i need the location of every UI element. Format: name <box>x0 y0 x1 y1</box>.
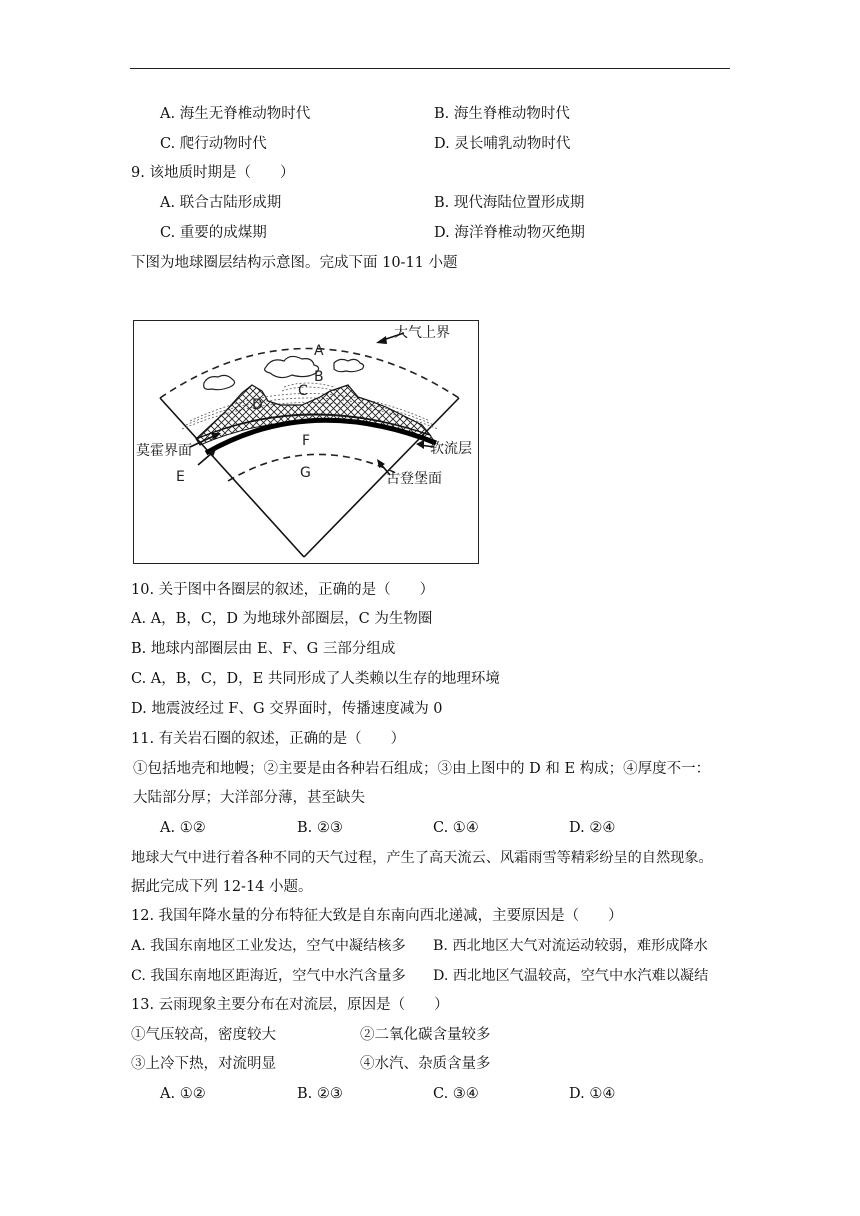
q9-option-b: B. 现代海陆位置形成期 <box>434 195 585 211</box>
q10-option-a: A. A，B，C，D 为地球外部圈层，C 为生物圈 <box>131 611 433 627</box>
intro-10-11: 下图为地球圈层结构示意图。完成下面 10-11 小题 <box>131 255 458 271</box>
label-asthenosphere: 软流层 <box>430 441 472 457</box>
label-moho: 莫霍界面 <box>136 443 192 459</box>
q13-option-c: C. ③④ <box>433 1086 479 1102</box>
q11-option-b: B. ②③ <box>297 820 343 836</box>
q10-stem: 10. 关于图中各圈层的叙述，正确的是（ ） <box>131 582 435 598</box>
q12-stem: 12. 我国年降水量的分布特征大致是自东南向西北递减，主要原因是（ ） <box>131 908 623 924</box>
q13-statement-3: ③上冷下热，对流明显 <box>131 1056 276 1072</box>
q10-option-d: D. 地震波经过 F、G 交界面时，传播速度减为 0 <box>131 701 443 717</box>
letter-e: E <box>176 469 185 485</box>
gutenberg-arc <box>228 454 400 481</box>
q9-option-d: D. 海洋脊椎动物灭绝期 <box>434 225 585 241</box>
q12-option-a: A. 我国东南地区工业发达，空气中凝结核多 <box>131 938 406 954</box>
q11-statement-line1: ①包括地壳和地幔；②主要是由各种岩石组成；③由上图中的 D 和 E 构成；④厚度不一： <box>133 761 711 777</box>
q13-statement-1: ①气压较高，密度较大 <box>131 1027 276 1043</box>
q11-stem: 11. 有关岩石圈的叙述，正确的是（ ） <box>131 731 406 747</box>
letter-f: F <box>302 433 311 449</box>
letter-c: C <box>298 383 308 399</box>
letter-a: A <box>314 343 324 359</box>
q9-option-c: C. 重要的成煤期 <box>160 225 267 241</box>
q9-option-a: A. 联合古陆形成期 <box>160 195 282 211</box>
label-atmosphere-top: 大气上界 <box>394 325 450 341</box>
q10-option-c: C. A，B，C，D，E 共同形成了人类赖以生存的地理环境 <box>131 671 500 687</box>
letter-g: G <box>300 465 311 481</box>
intro-12-14-line2: 据此完成下列 12-14 小题。 <box>131 879 313 895</box>
q13-statement-2: ②二氧化碳含量较多 <box>360 1027 491 1043</box>
label-gutenberg: 古登堡面 <box>386 471 442 487</box>
q8-option-a: A. 海生无脊椎动物时代 <box>160 106 311 122</box>
q12-option-b: B. 西北地区大气对流运动较弱，难形成降水 <box>433 938 708 954</box>
q12-option-d: D. 西北地区气温较高，空气中水汽难以凝结 <box>433 968 709 984</box>
cloud-2 <box>334 359 364 371</box>
letter-d: D <box>252 397 263 413</box>
q11-option-a: A. ①② <box>160 820 206 836</box>
q9-stem: 9. 该地质时期是（ ） <box>131 165 295 181</box>
q11-option-d: D. ②④ <box>569 820 616 836</box>
intro-12-14-line1: 地球大气中进行着各种不同的天气过程，产生了高天流云、风霜雨雪等精彩纷呈的自然现象。 <box>131 850 713 866</box>
q11-statement-line2: 大陆部分厚；大洋部分薄，甚至缺失 <box>133 790 365 806</box>
header-rule <box>130 68 730 69</box>
q13-option-a: A. ①② <box>160 1086 206 1102</box>
earth-spheres-diagram <box>133 320 479 564</box>
q10-option-b: B. 地球内部圈层由 E、F、G 三部分组成 <box>131 641 396 657</box>
cloud-3 <box>204 375 235 389</box>
q13-option-b: B. ②③ <box>297 1086 343 1102</box>
q11-option-c: C. ①④ <box>433 820 479 836</box>
cloud-1 <box>265 356 319 377</box>
q13-option-d: D. ①④ <box>569 1086 616 1102</box>
q8-option-b: B. 海生脊椎动物时代 <box>434 106 570 122</box>
q12-option-c: C. 我国东南地区距海近，空气中水汽含量多 <box>131 968 406 984</box>
q13-stem: 13. 云雨现象主要分布在对流层，原因是（ ） <box>131 997 449 1013</box>
letter-b: B <box>314 369 324 385</box>
q8-option-c: C. 爬行动物时代 <box>160 136 267 152</box>
q8-option-d: D. 灵长哺乳动物时代 <box>434 136 571 152</box>
q13-statement-4: ④水汽、杂质含量多 <box>360 1056 491 1072</box>
